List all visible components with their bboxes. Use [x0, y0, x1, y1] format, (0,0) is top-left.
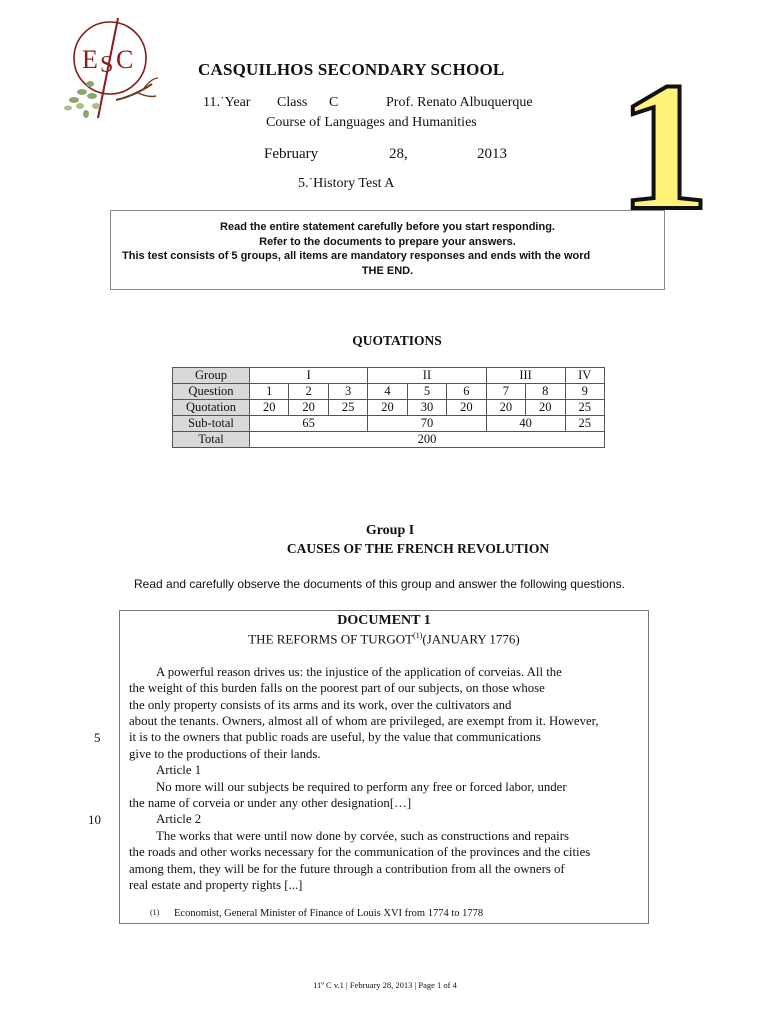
group-cell: III: [486, 368, 565, 384]
school-name: CASQUILHOS SECONDARY SCHOOL: [198, 60, 505, 79]
document-line: real estate and property rights [...]: [129, 878, 303, 892]
document-title: DOCUMENT 1: [337, 613, 431, 628]
quotation-cell: 25: [565, 400, 605, 416]
footnote-text: Economist, General Minister of Finance of Louis XVI from 1774 to 1778: [174, 908, 484, 919]
instruction-line: Refer to the documents to prepare your answers.: [259, 236, 516, 248]
subtotal-cell: 40: [486, 416, 565, 432]
document-line: among them, they will be for the future through a contribution from all the owners of: [129, 862, 565, 876]
footnote-ref: (1): [413, 631, 423, 640]
date-month: February: [264, 146, 319, 162]
date-year: 2013: [477, 146, 507, 162]
school-year: 11.˙Year: [203, 95, 251, 110]
class-label: Class: [277, 95, 308, 110]
document-line: about the tenants. Owners, almost all of whom are privileged, are exempt from it. However,: [129, 714, 599, 728]
question-cell: 4: [368, 384, 407, 400]
document-line: the weight of this burden falls on the poorest part of our subjects, on those whose: [129, 681, 545, 695]
group-cell: IV: [565, 368, 605, 384]
document-line: Article 1: [156, 763, 202, 777]
question-cell: 8: [526, 384, 565, 400]
test-version-number: [612, 70, 722, 218]
table-row: [173, 432, 605, 448]
row-label: Total: [173, 432, 250, 448]
table-row: [173, 416, 605, 432]
class-value: C: [329, 95, 339, 110]
document-line: The works that were until now done by corvée, such as constructions and repairs: [156, 829, 569, 843]
table-row: [173, 400, 605, 416]
instructions-box: [110, 210, 665, 290]
quotation-cell: 30: [407, 400, 446, 416]
document-line: the name of corveia or under any other designation[…]: [129, 796, 412, 810]
quotation-cell: 20: [486, 400, 525, 416]
total-cell: 200: [250, 432, 605, 448]
date-day: 28,: [389, 146, 408, 162]
group-title: Group I: [365, 523, 415, 538]
footnote-mark: (1): [150, 908, 160, 917]
row-label: Group: [173, 368, 250, 384]
question-cell: 9: [565, 384, 605, 400]
quotation-cell: 20: [250, 400, 289, 416]
professor-name: Prof. Renato Albuquerque: [386, 95, 533, 110]
document-line: A powerful reason drives us: the injustice of the application of corveias. All the: [156, 665, 562, 679]
question-cell: 2: [289, 384, 328, 400]
document-line: give to the productions of their lands.: [129, 747, 321, 761]
document-line: Article 2: [156, 812, 202, 826]
svg-text:S: S: [100, 52, 114, 78]
test-number-glyph: 1: [618, 70, 710, 218]
quotation-cell: 20: [526, 400, 565, 416]
line-number: 5: [94, 730, 101, 745]
table-row: [173, 368, 605, 384]
row-label: Sub-total: [173, 416, 250, 432]
line-number: 10: [88, 812, 101, 827]
instruction-line: THE END.: [361, 265, 414, 277]
course-name: Course of Languages and Humanities: [266, 115, 477, 130]
svg-text:C: C: [116, 45, 134, 74]
document-line: No more will our subjects be required to perform any free or forced labor, under: [156, 780, 567, 794]
quotations-table: [172, 367, 605, 448]
quotations-title: QUOTATIONS: [352, 333, 442, 348]
question-cell: 5: [407, 384, 446, 400]
subtotal-cell: 65: [250, 416, 368, 432]
question-cell: 1: [250, 384, 289, 400]
instruction-line: This test consists of 5 groups, all items are mandatory responses and ends with the word: [122, 250, 591, 262]
subtitle-text: THE REFORMS OF TURGOT: [248, 631, 414, 647]
table-row: [173, 384, 605, 400]
group-instruction: Read and carefully observe the documents of this group and answer the following questions.: [134, 577, 625, 591]
subtotal-cell: 70: [368, 416, 486, 432]
quotation-cell: 20: [447, 400, 486, 416]
question-cell: 7: [486, 384, 525, 400]
row-label: Quotation: [173, 400, 250, 416]
document-line: the only property consists of its arms and its work, over the cultivators and: [129, 698, 512, 712]
logo-letters: E: [82, 45, 98, 74]
quotation-cell: 25: [328, 400, 367, 416]
question-cell: 3: [328, 384, 367, 400]
document-line: the roads and other works necessary for the communication of the provinces and the cities: [129, 845, 591, 859]
subtotal-cell: 25: [565, 416, 605, 432]
quotation-cell: 20: [289, 400, 328, 416]
subtitle-date: (JANUARY 1776): [422, 631, 520, 647]
test-title: 5.˙History Test A: [298, 176, 395, 191]
document-box: [119, 610, 649, 924]
school-logo: [56, 14, 168, 126]
instruction-line: Read the entire statement carefully before you start responding.: [220, 221, 555, 233]
document-line: it is to the owners that public roads are useful, by the value that communications: [129, 730, 541, 744]
document-subtitle: [120, 631, 648, 647]
group-cell: I: [250, 368, 368, 384]
question-cell: 6: [447, 384, 486, 400]
quotation-cell: 20: [368, 400, 407, 416]
group-subtitle: CAUSES OF THE FRENCH REVOLUTION: [286, 541, 550, 556]
row-label: Question: [173, 384, 250, 400]
group-cell: II: [368, 368, 486, 384]
page-footer: 11º C v.1 | February 28, 2013 | Page 1 of 4: [313, 980, 457, 990]
